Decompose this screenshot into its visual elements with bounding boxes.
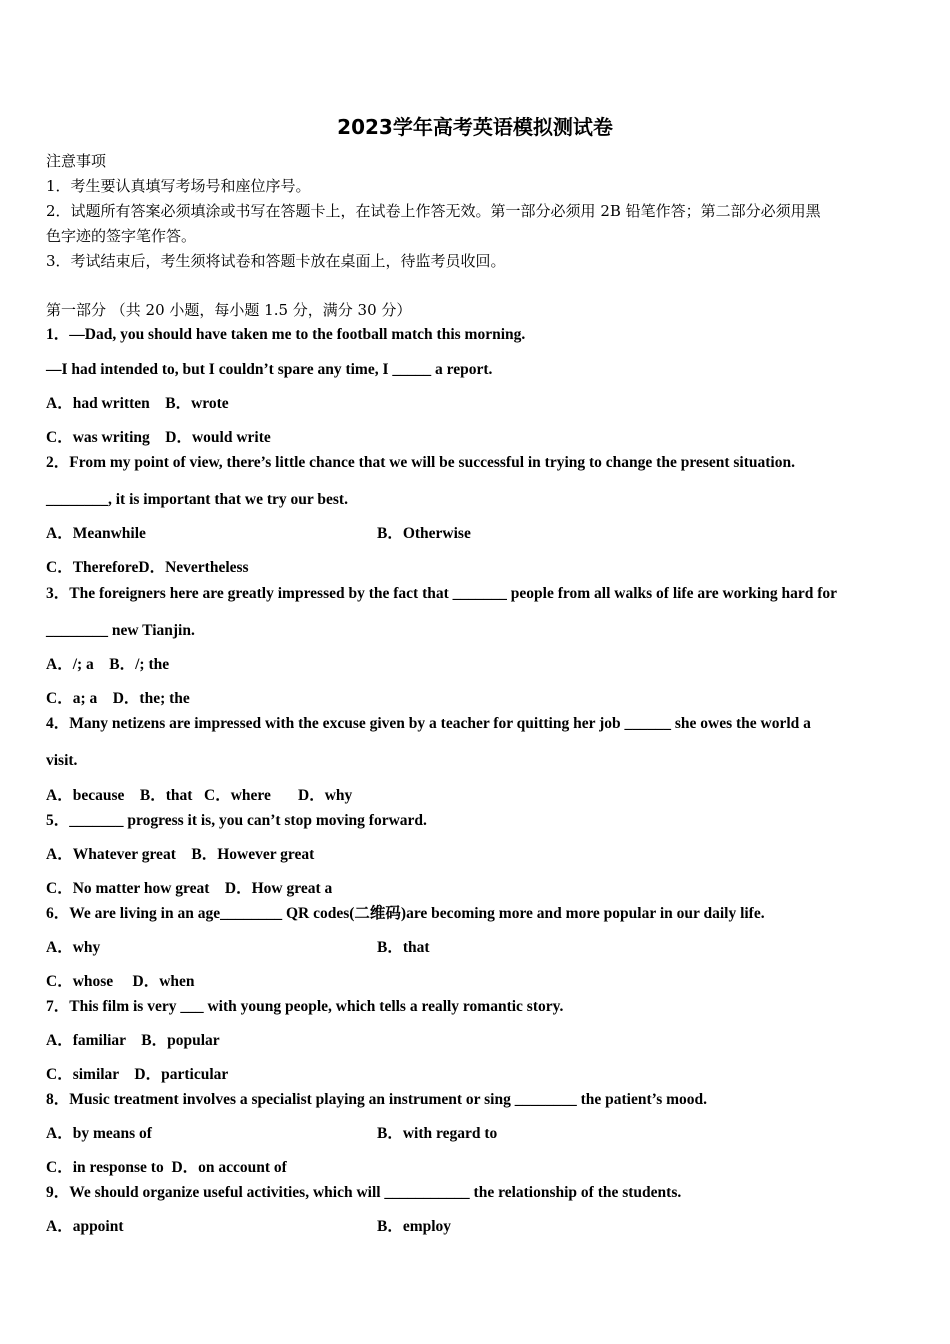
question-4-options: A．because B．that C．where D．why — [46, 787, 353, 804]
notes-heading: 注意事项 — [46, 152, 107, 170]
question-2-stem-2: ________, it is important that we try our best. — [46, 491, 348, 508]
question-2-option-b: B．Otherwise — [377, 525, 471, 542]
question-9-option-a: A．appoint — [46, 1218, 124, 1235]
question-6-option-b: B．that — [377, 939, 430, 956]
part-one-heading: 第一部分 （共 20 小题，每小题 1.5 分，满分 30 分） — [46, 301, 412, 319]
question-3-stem: 3．The foreigners here are greatly impressed by the fact that _______ people from all walks of life are working hard for — [46, 585, 837, 602]
question-5-options-ab: A．Whatever great B．However great — [46, 846, 315, 863]
question-1-options-ab: A．had written B．wrote — [46, 395, 229, 412]
question-6-options-cd: C．whose D．when — [46, 973, 195, 990]
question-3-stem-2: ________ new Tianjin. — [46, 622, 195, 639]
question-8-stem: 8．Music treatment involves a specialist playing an instrument or sing ________ the patient’s mood. — [46, 1091, 708, 1108]
note-2-line-2: 色字迹的签字笔作答。 — [46, 227, 197, 245]
question-2-options-cd: C．ThereforeD．Nevertheless — [46, 559, 249, 576]
question-4-stem: 4．Many netizens are impressed with the excuse given by a teacher for quitting her job ______ she owes the world a — [46, 715, 811, 732]
question-5-options-cd: C．No matter how great D．How great a — [46, 880, 333, 897]
question-6-option-a: A．why — [46, 939, 101, 956]
note-3: 3．考试结束后，考生须将试卷和答题卡放在桌面上，待监考员收回。 — [46, 252, 506, 270]
note-1: 1．考生要认真填写考场号和座位序号。 — [46, 177, 311, 195]
question-3-options-cd: C．a; a D．the; the — [46, 690, 190, 707]
question-9-option-b: B．employ — [377, 1218, 452, 1235]
question-1-options-cd: C．was writing D．would write — [46, 429, 271, 446]
question-7-options-ab: A．familiar B．popular — [46, 1032, 220, 1049]
question-4-stem-2: visit. — [46, 752, 78, 769]
question-7-options-cd: C．similar D．particular — [46, 1066, 229, 1083]
question-7-stem: 7．This film is very ___ with young people, which tells a really romantic story. — [46, 998, 564, 1015]
question-8-options-cd: C．in response to D．on account of — [46, 1159, 287, 1176]
exam-title: 2023学年高考英语模拟测试卷 — [337, 115, 613, 139]
question-1-stem: 1．—Dad, you should have taken me to the football match this morning. — [46, 326, 526, 343]
question-6-stem: 6．We are living in an age________ QR codes(二维码)are becoming more and more popular in our daily life. — [46, 905, 765, 922]
question-1-stem-2: —I had intended to, but I couldn’t spare any time, I _____ a report. — [46, 361, 493, 378]
question-8-option-b: B．with regard to — [377, 1125, 498, 1142]
note-2-line-1: 2．试题所有答案必须填涂或书写在答题卡上，在试卷上作答无效。第一部分必须用 2B 铅笔作答；第二部分必须用黑 — [46, 202, 821, 220]
question-3-options-ab: A．/; a B．/; the — [46, 656, 170, 673]
question-2-option-a: A．Meanwhile — [46, 525, 146, 542]
question-9-stem: 9．We should organize useful activities, which will ___________ the relationship of the students. — [46, 1184, 682, 1201]
question-8-option-a: A．by means of — [46, 1125, 152, 1142]
question-5-stem: 5．_______ progress it is, you can’t stop moving forward. — [46, 812, 427, 829]
question-2-stem: 2．From my point of view, there’s little chance that we will be successful in trying to change the present situation. — [46, 454, 795, 471]
